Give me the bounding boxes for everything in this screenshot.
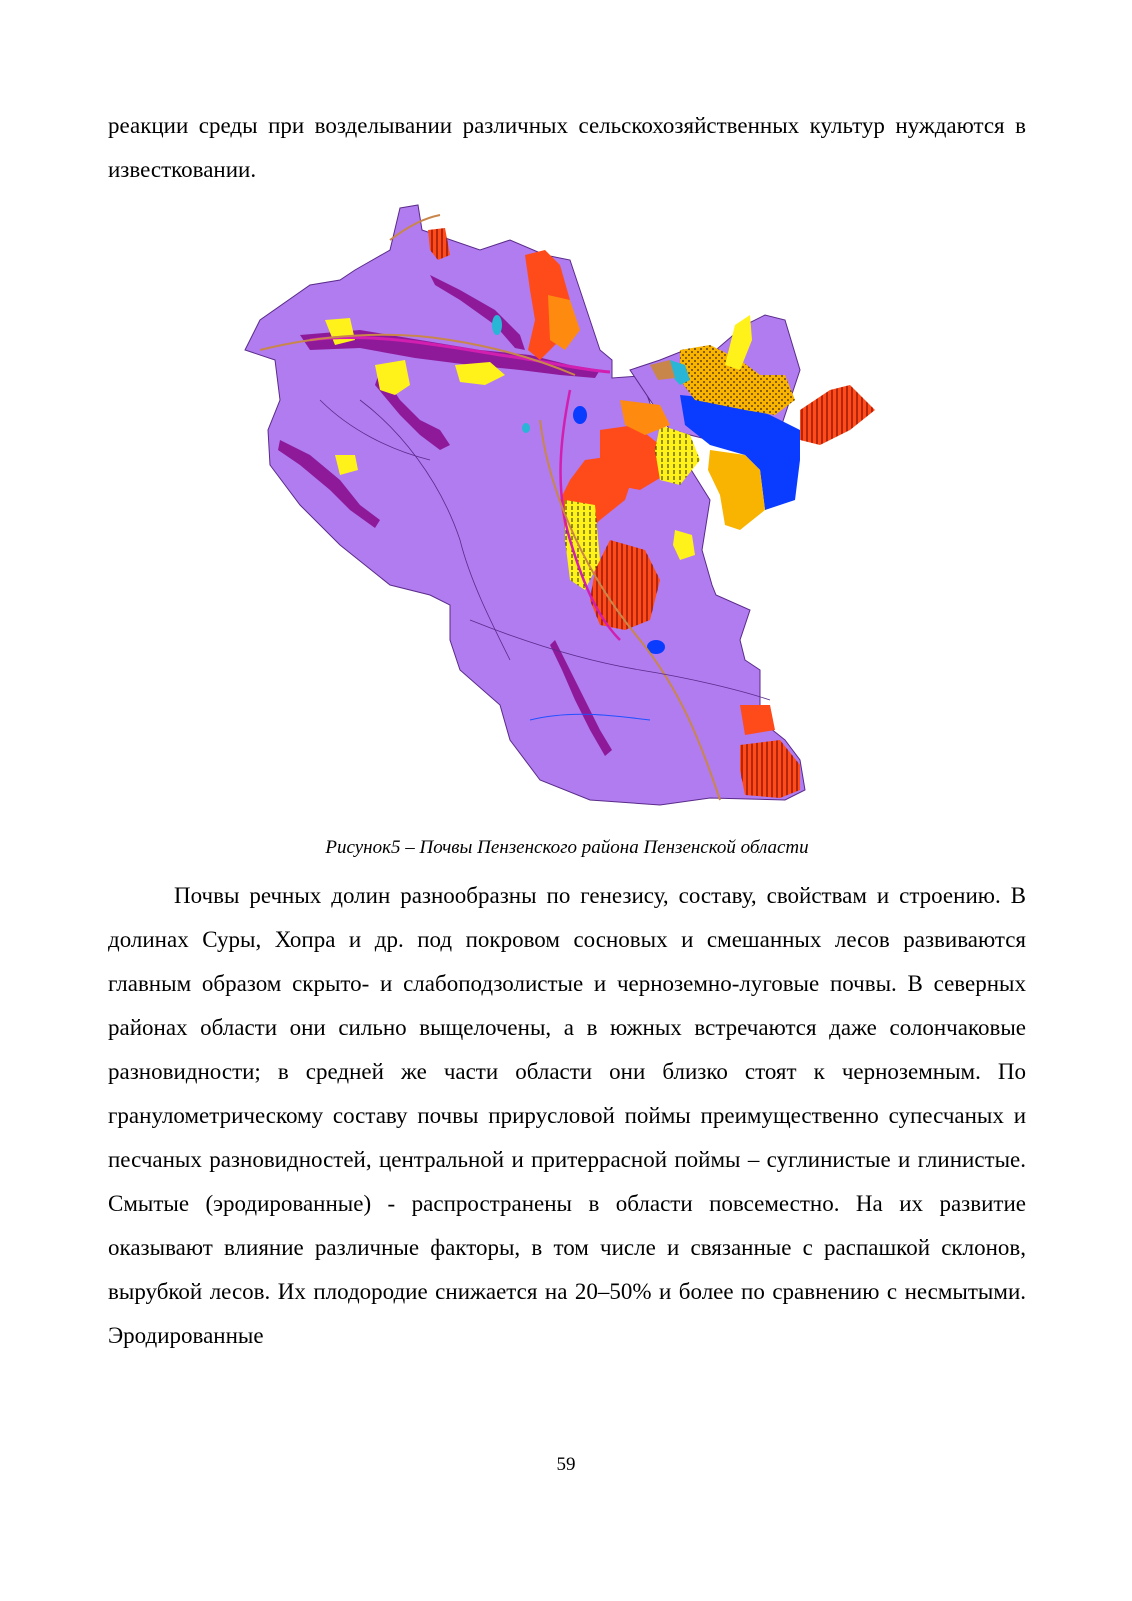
paragraph-top: реакции среды при возделывании различных сельскохозяйственных культур нуждаются в известковании.	[108, 113, 1026, 182]
lake-center	[573, 406, 587, 424]
paragraph-body: Почвы речных долин разнообразны по генезису, составу, свойствам и строению. В долинах Суры, Хопра и др. под покровом сосновых и смешанных лесов развиваются главным образом скрыто- и слабоподзолистые и черноземно-луговые почвы. В северных районах области они сильно выщелочены, а в южных встречаются даже солончаковые разновидности; в средней же части области они близко стоят к черноземным. По гранулометрическому составу почвы прирусловой поймы преимущественно супесчаных и песчаных разновидностей, центральной и притеррасной поймы – суглинистые и глинистые. Смытые (эродированные) - распространены в области повсеместно. На их развитие оказывают влияние различные факторы, в том числе и связанные с распашкой склонов, вырубкой лесов. Их плодородие снижается на 20–50% и более по сравнению с несмытыми. Эродированные	[108, 883, 1026, 1348]
lake-north	[492, 315, 502, 335]
lake-small	[522, 423, 530, 433]
page-number: 59	[556, 1454, 576, 1475]
soil-red-southeast-block	[740, 705, 775, 735]
soil-map-figure	[240, 200, 880, 820]
soil-map	[240, 200, 880, 820]
map-region-main	[245, 205, 805, 805]
figure-caption: Рисунок5 – Почвы Пензенского района Пензенской области	[325, 837, 809, 858]
soil-red-east-hatched	[800, 385, 875, 445]
